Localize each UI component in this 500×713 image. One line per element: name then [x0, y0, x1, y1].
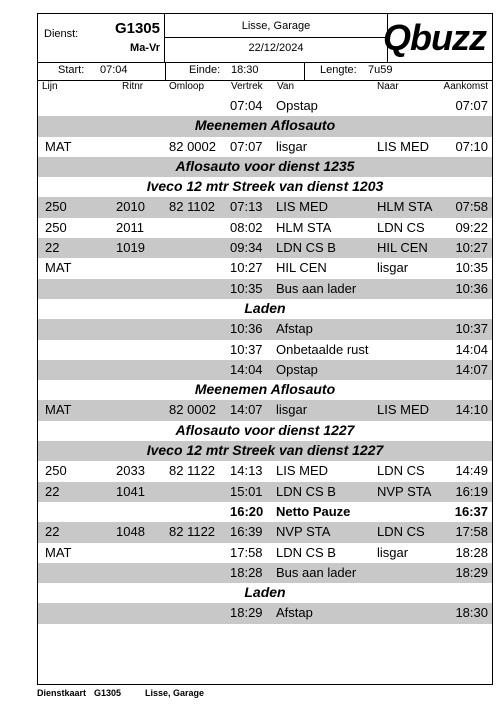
cell-lijn: 22	[45, 240, 60, 256]
dienst-label: Dienst:	[44, 28, 79, 40]
cell-vertrek: 10:37	[230, 341, 263, 357]
cell-vertrek: 09:34	[230, 240, 263, 256]
cell-vertrek: 18:28	[230, 564, 263, 580]
section-title-row	[38, 441, 492, 461]
qbuzz-logo: Qbuzz	[383, 17, 486, 58]
cell-vertrek: 14:07	[230, 402, 263, 418]
cell-van: lisgar	[276, 402, 308, 418]
date: 22/12/2024	[248, 42, 304, 54]
cell-lijn: MAT	[45, 402, 72, 418]
cell-lijn: MAT	[45, 260, 72, 276]
cell-van: HIL CEN	[276, 260, 327, 276]
location-date-cell	[165, 14, 388, 62]
cell-van: Opstap	[276, 361, 318, 377]
section-title-row	[38, 583, 492, 603]
table-row	[38, 197, 492, 217]
cell-lijn: 250	[45, 219, 67, 235]
col-ritnr: Ritnr	[122, 81, 144, 92]
cell-aankomst: 16:19	[455, 483, 488, 499]
cell-vertrek: 10:36	[230, 321, 263, 337]
cell-omloop: 82 1102	[169, 199, 216, 215]
lengte-value: 7u59	[368, 64, 393, 76]
cell-aankomst: 09:22	[455, 219, 488, 235]
table-row	[38, 502, 492, 522]
start-label: Start:	[58, 64, 85, 76]
cell-van: LIS MED	[276, 199, 329, 215]
cell-van: LDN CS B	[276, 544, 336, 560]
cell-aankomst: 16:37	[454, 503, 488, 519]
start-time: 07:04	[100, 64, 128, 76]
divider	[165, 62, 166, 80]
section-title-row	[38, 299, 492, 319]
table-row	[38, 522, 492, 542]
cell-van: Opstap	[276, 98, 318, 113]
cell-aankomst: 18:29	[455, 564, 488, 580]
footer-location: Lisse, Garage	[145, 688, 205, 698]
cell-van: Afstap	[276, 605, 313, 621]
cell-aankomst: 14:07	[455, 361, 488, 377]
cell-vertrek: 08:02	[230, 219, 263, 235]
section-title: Laden	[244, 299, 286, 316]
table-row	[38, 482, 492, 502]
footer-code: G1305	[94, 688, 122, 698]
cell-aankomst: 14:10	[455, 402, 488, 418]
table-row	[38, 360, 492, 380]
column-headers	[38, 81, 492, 95]
cell-van: LDN CS B	[276, 483, 336, 499]
cell-vertrek: 10:27	[230, 260, 263, 276]
section-title: Iveco 12 mtr Streek van dienst 1203	[146, 178, 384, 195]
cell-omloop: 82 0002	[169, 402, 216, 418]
cell-vertrek: 07:13	[230, 199, 263, 215]
cell-van: Bus aan lader	[276, 564, 357, 580]
table-row	[38, 461, 492, 481]
cell-ritnr: 1019	[116, 240, 145, 256]
cell-naar: LIS MED	[377, 138, 430, 154]
section-title-row	[38, 421, 492, 441]
cell-aankomst: 10:35	[455, 260, 488, 276]
col-van: Van	[277, 81, 295, 92]
cell-omloop: 82 1122	[169, 463, 216, 479]
cell-aankomst: 07:07	[455, 98, 488, 113]
cell-omloop: 82 0002	[169, 138, 216, 154]
cell-lijn: 22	[45, 483, 60, 499]
cell-naar: LDN CS	[377, 463, 425, 479]
section-title-row	[38, 380, 492, 400]
cell-ritnr: 2033	[116, 463, 145, 479]
cell-van: NVP STA	[276, 524, 331, 540]
dienst-code: G1305	[114, 20, 160, 37]
cell-aankomst: 07:10	[455, 138, 488, 154]
cell-naar: lisgar	[377, 544, 409, 560]
section-title: Meenemen Aflosauto	[194, 117, 336, 134]
cell-vertrek: 15:01	[230, 483, 263, 499]
section-title: Aflosauto voor dienst 1227	[175, 421, 355, 438]
section-title: Laden	[244, 584, 286, 601]
cell-naar: HLM STA	[377, 199, 433, 215]
cell-naar: NVP STA	[377, 483, 432, 499]
col-naar: Naar	[377, 81, 399, 92]
table-row	[38, 238, 492, 258]
cell-van: LDN CS B	[276, 240, 336, 256]
section-title: Meenemen Aflosauto	[194, 381, 336, 398]
cell-vertrek: 18:29	[230, 605, 263, 621]
cell-naar: LDN CS	[377, 524, 425, 540]
cell-ritnr: 1048	[116, 524, 145, 540]
table-row	[38, 96, 492, 116]
table-row	[38, 319, 492, 339]
cell-aankomst: 14:04	[455, 341, 488, 357]
cell-naar: LIS MED	[377, 402, 430, 418]
table-row	[38, 137, 492, 157]
cell-lijn: MAT	[45, 544, 72, 560]
cell-vertrek: 14:13	[230, 463, 263, 479]
cell-aankomst: 10:37	[455, 321, 488, 337]
cell-vertrek: 17:58	[230, 544, 263, 560]
schedule-rows	[38, 96, 492, 624]
section-title-row	[38, 116, 492, 136]
cell-naar: lisgar	[377, 260, 409, 276]
section-title: Aflosauto voor dienst 1235	[175, 157, 355, 174]
cell-vertrek: 16:20	[230, 503, 264, 519]
cell-aankomst: 18:28	[455, 544, 488, 560]
cell-aankomst: 10:27	[455, 240, 488, 256]
col-omloop: Omloop	[169, 81, 205, 92]
cell-ritnr: 1041	[116, 483, 145, 499]
section-title-row	[38, 157, 492, 177]
duty-card	[37, 13, 493, 685]
cell-van: Afstap	[276, 321, 313, 337]
table-row	[38, 563, 492, 583]
cell-van: HLM STA	[276, 219, 332, 235]
header	[38, 14, 492, 63]
table-row	[38, 543, 492, 563]
section-title: Iveco 12 mtr Streek van dienst 1227	[146, 442, 384, 459]
footer-label: Dienstkaart	[37, 688, 87, 698]
table-row	[38, 279, 492, 299]
cell-aankomst: 17:58	[455, 524, 488, 540]
cell-lijn: MAT	[45, 138, 72, 154]
section-title-row	[38, 177, 492, 197]
cell-van: lisgar	[276, 138, 308, 154]
cell-van: Bus aan lader	[276, 280, 357, 296]
einde-label: Einde:	[189, 64, 221, 76]
time-summary	[38, 62, 492, 81]
cell-van: Netto Pauze	[276, 503, 351, 519]
col-lijn: Lijn	[42, 81, 58, 92]
cell-omloop: 82 1122	[169, 524, 216, 540]
cell-vertrek: 10:35	[230, 280, 263, 296]
einde-time: 18:30	[231, 64, 259, 76]
divider	[304, 62, 305, 80]
lengte-label: Lengte:	[320, 64, 357, 76]
cell-aankomst: 10:36	[455, 280, 488, 296]
cell-vertrek: 16:39	[230, 524, 263, 540]
table-row	[38, 603, 492, 623]
cell-naar: LDN CS	[377, 219, 425, 235]
cell-naar: HIL CEN	[377, 240, 428, 256]
col-aankomst: Aankomst	[443, 81, 488, 92]
cell-aankomst: 07:58	[455, 199, 488, 215]
cell-aankomst: 18:30	[455, 605, 488, 621]
cell-lijn: 250	[45, 463, 67, 479]
col-vertrek: Vertrek	[231, 81, 263, 92]
table-row	[38, 218, 492, 238]
table-row	[38, 340, 492, 360]
location: Lisse, Garage	[241, 20, 311, 32]
cell-aankomst: 14:49	[455, 463, 488, 479]
cell-van: Onbetaalde rust	[276, 341, 369, 357]
dienst-cell	[38, 14, 165, 62]
cell-van: LIS MED	[276, 463, 329, 479]
cell-lijn: 250	[45, 199, 67, 215]
table-row	[38, 258, 492, 278]
cell-vertrek: 07:04	[230, 98, 263, 113]
cell-ritnr: 2011	[116, 219, 144, 235]
cell-ritnr: 2010	[116, 199, 145, 215]
dienst-days: Ma-Vr	[130, 42, 160, 54]
cell-vertrek: 07:07	[230, 138, 263, 154]
table-row	[38, 400, 492, 420]
cell-vertrek: 14:04	[230, 361, 263, 377]
cell-lijn: 22	[45, 524, 60, 540]
